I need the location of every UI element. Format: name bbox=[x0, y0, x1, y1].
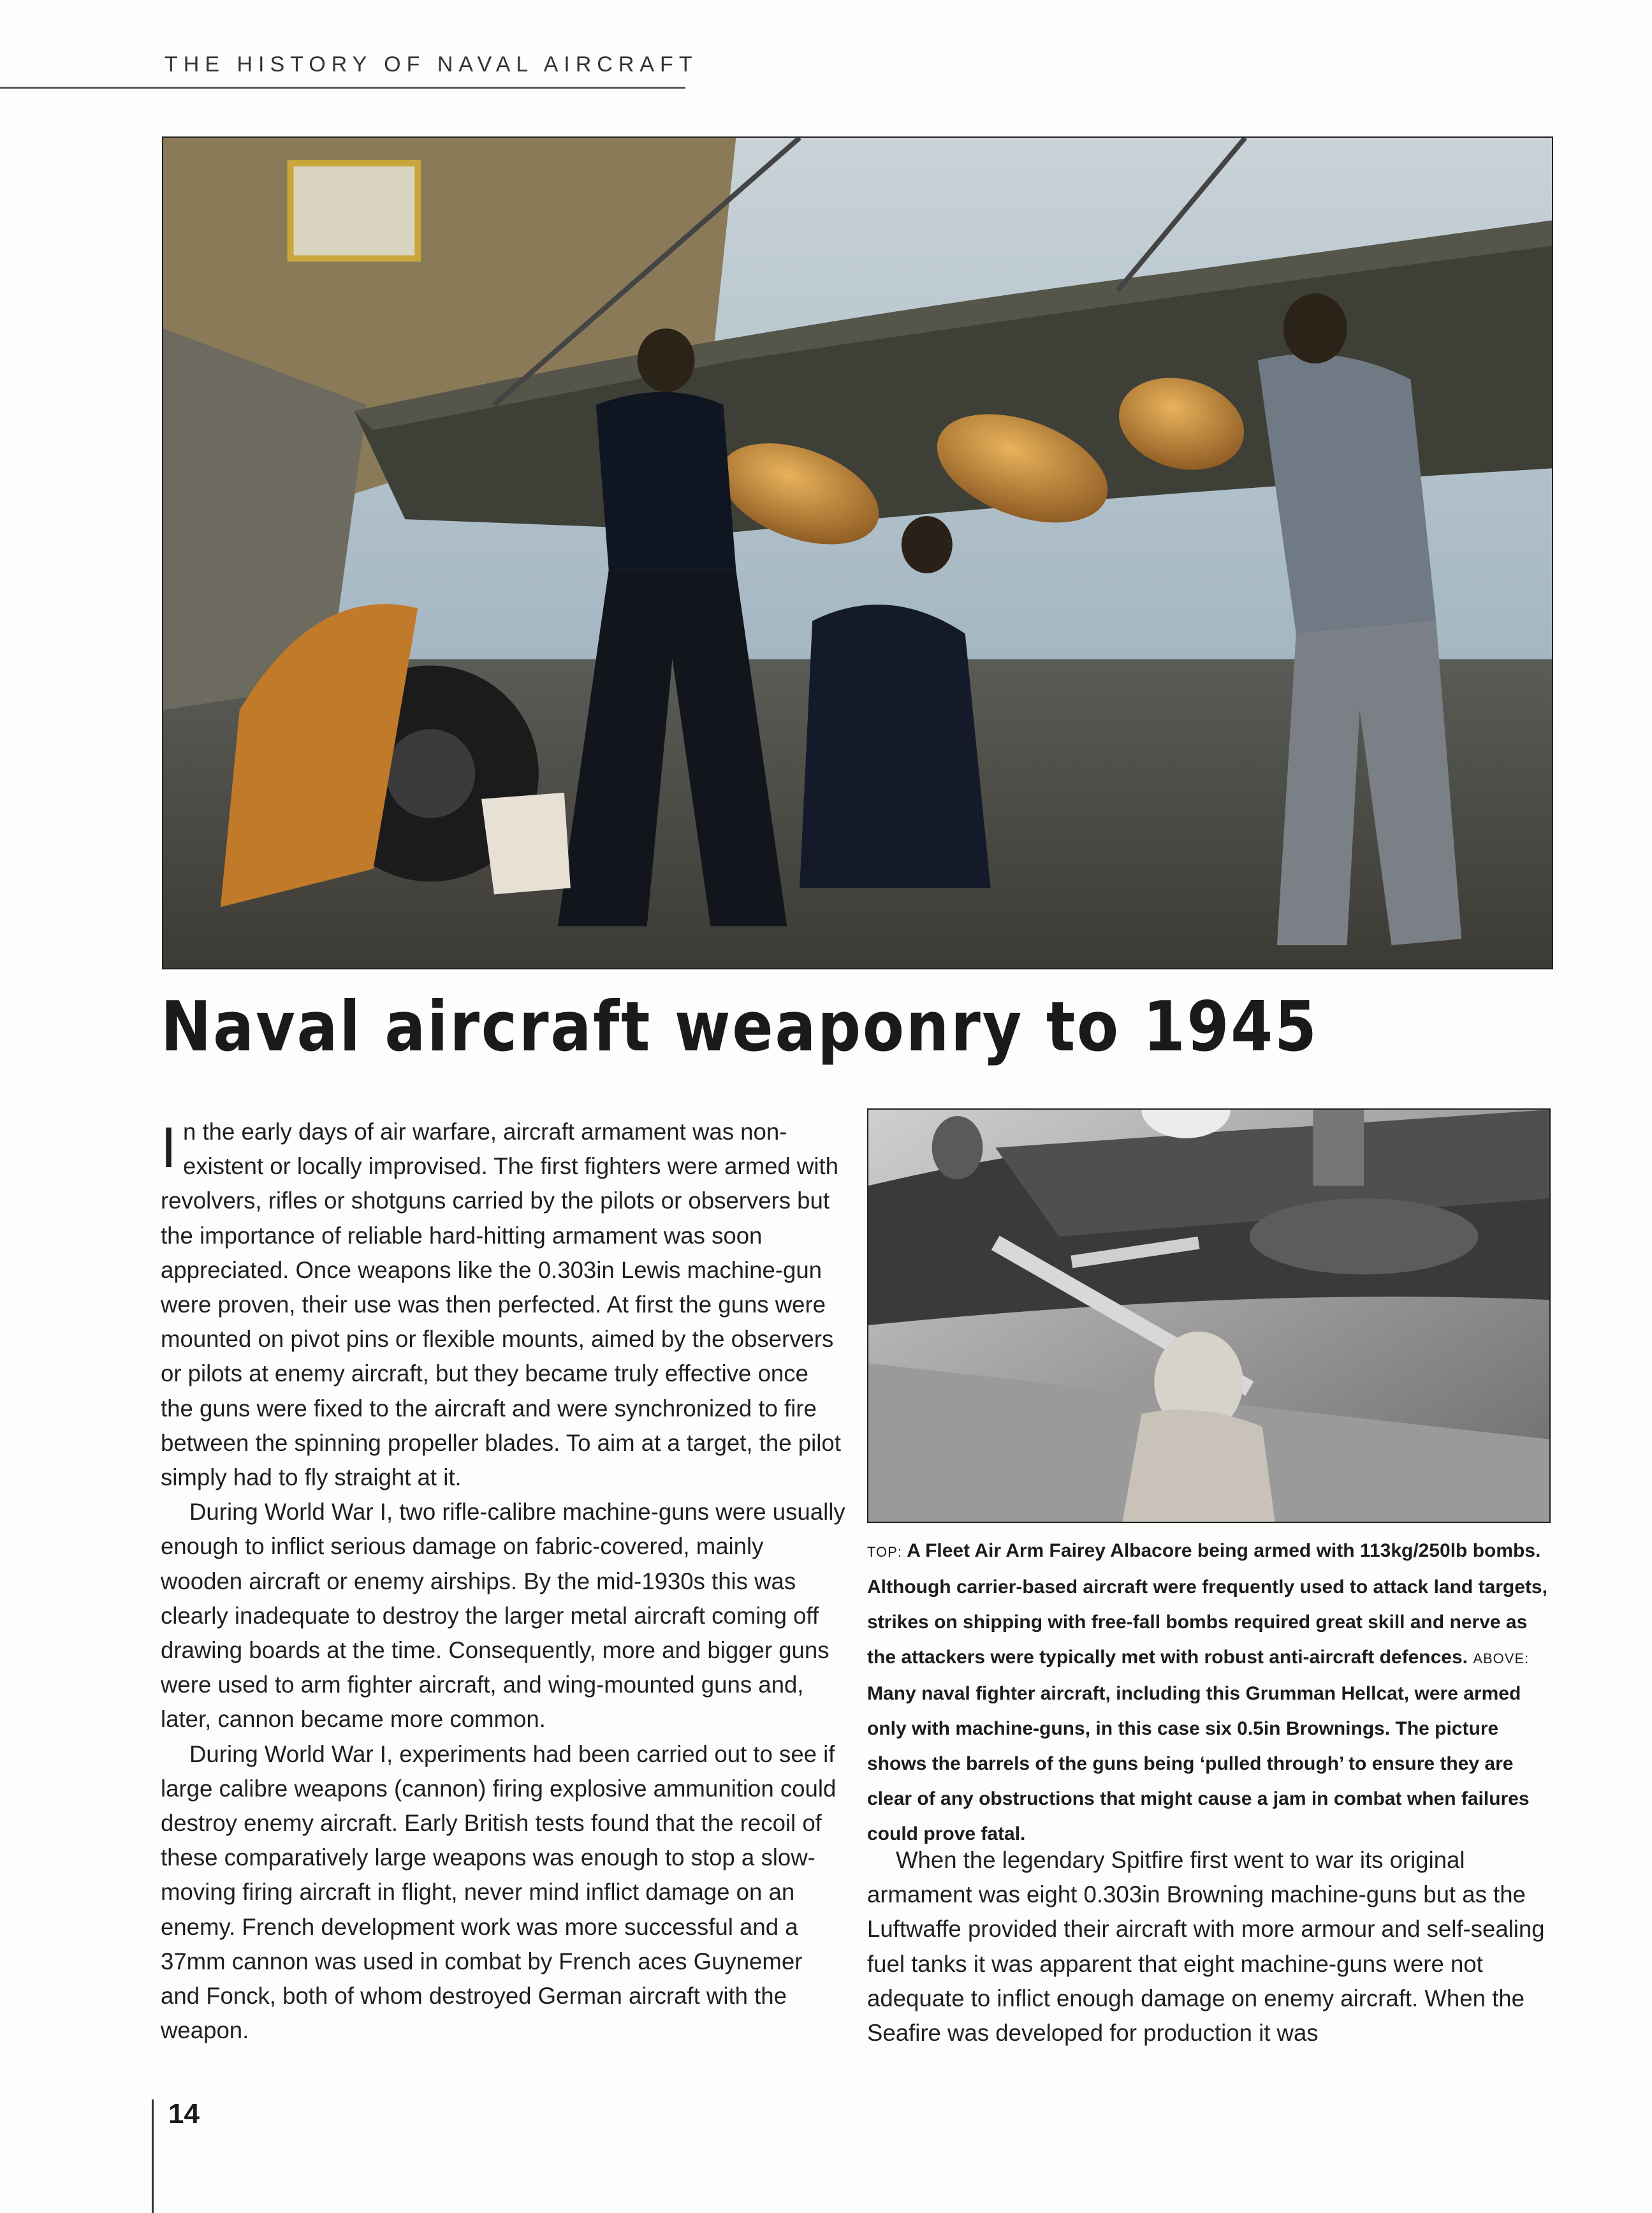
photo-caption bbox=[867, 1533, 1549, 1851]
hellcat-gun-cleaning-photo bbox=[867, 1108, 1551, 1523]
article-title: Naval aircraft weaponry to 1945 bbox=[161, 987, 1319, 1067]
drop-cap: I bbox=[161, 1116, 177, 1180]
albacore-bombing-up-photo bbox=[162, 136, 1553, 969]
caption-label-above: ABOVE: bbox=[1473, 1651, 1530, 1666]
paragraph-3: During World War I, experiments had been carried out to see if large calibre weapons (cannon) firing explosive ammunition could destroy enemy aircraft. Early British tests found that the recoil of these comparatively large weapons was enough to stop a slow-moving firing aircraft in flight, never mind inflict damage on an enemy. French development work was more successful and a 37mm cannon was used in combat by French aces Guynemer and Fonck, both of whom destroyed German aircraft with the weapon. bbox=[161, 1740, 837, 2044]
paragraph-1-text: n the early days of air warfare, aircraft armament was non-existent or locally improvised. The first fighters were armed with revolvers, rifles or shotguns carried by the pilots or observers but the importance of reliable hard-hitting armament was soon appreciated. Once weapons like the 0.303in Lewis machine-gun were proven, their use was then perfected. At first the guns were mounted on pivot pins or flexible mounts, aimed by the observers or pilots at enemy aircraft, but they became truly effective once the guns were fixed to the aircraft and were synchronized to fire between the spinning propeller blades. To aim at a target, the pilot simply had to fly straight at it. bbox=[161, 1119, 841, 1491]
running-title: THE HISTORY OF NAVAL AIRCRAFT bbox=[164, 52, 698, 77]
right-text-column bbox=[867, 1843, 1551, 2050]
page-number: 14 bbox=[168, 2098, 200, 2129]
folio-rule bbox=[152, 2099, 154, 2213]
caption-text-above: Many naval fighter aircraft, including this Grumman Hellcat, were armed only with machine-guns, in this case six 0.5in Brownings. The picture shows the barrels of the guns being ‘pulled through’ to ensure they are clear of any obstructions that might cause a jam in combat when failures could prove fatal. bbox=[867, 1683, 1530, 1844]
paragraph-1 bbox=[161, 1115, 845, 1495]
caption-label-top: TOP: bbox=[867, 1544, 902, 1560]
caption-text-top: A Fleet Air Arm Fairey Albacore being armed with 113kg/250lb bombs. Although carrier-based aircraft were frequently used to attack land targets, strikes on shipping with free-fall bombs required great skill and nerve as the attackers were typically met with robust anti-aircraft defences. bbox=[867, 1540, 1547, 1668]
paragraph-4: When the legendary Spitfire first went to war its original armament was eight 0.303in Browning machine-guns but as the Luftwaffe provided their aircraft with more armour and self-sealing fuel tanks it was apparent that eight machine-guns were not adequate to inflict enough damage on enemy aircraft. When the Seafire was developed for production it was bbox=[867, 1847, 1545, 2047]
paragraph-2: During World War I, two rifle-calibre machine-guns were usually enough to inflict serious damage on fabric-covered, mainly wooden aircraft or enemy airships. By the mid-1930s this was clearly inadequate to destroy the larger metal aircraft coming off drawing boards at the time. Consequently, more and bigger guns were used to arm fighter aircraft, and wing-mounted guns and, later, cannon became more common. bbox=[161, 1499, 845, 1733]
left-text-column bbox=[161, 1115, 845, 2048]
header-rule bbox=[0, 87, 685, 89]
